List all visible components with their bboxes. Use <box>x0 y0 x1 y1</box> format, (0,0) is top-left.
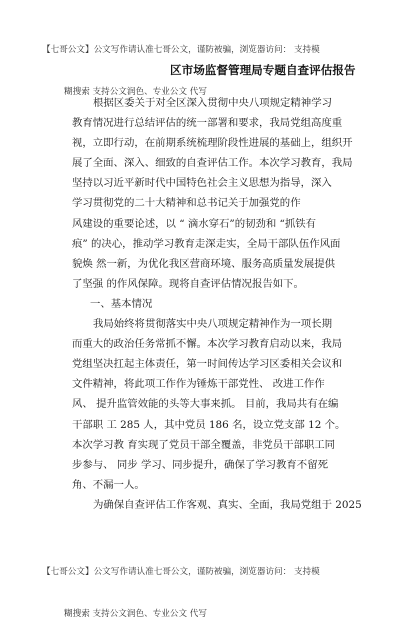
paragraph-line: 坚持以习近平新时代中国特色社会主义思想为指导，深入 <box>72 177 332 190</box>
paragraph-line: 风建设的重要论述，以 “ 滴水穿石”的韧劲和 “抓铁有 <box>72 217 317 230</box>
section-heading: 一、基本情况 <box>90 297 153 310</box>
paragraph-line: 干部职 工 285 人，其中党员 186 名，设立党支部 12 个。 <box>72 418 346 431</box>
document-body <box>72 93 362 515</box>
paragraph-line: 貌焕 然一新，为优化我区营商环境、服务高质量发展提供 <box>72 257 336 270</box>
paragraph-line: 文件精神，将此项工作作为锤炼干部党性、 改进工作作 <box>72 378 325 391</box>
paragraph-line: 视，立即行动，在前期系统梳理阶段性进展的基础上，组织开 <box>72 137 353 150</box>
paragraph-line: 步参与、 同步 学习、同步提升，确保了学习教育不留死 <box>72 458 328 471</box>
paragraph-line: 我局始终将贯彻落实中央八项规定精神作为一项长期 <box>93 318 332 331</box>
watermark-line: 【七哥公文】公文写作请认准七哥公文，谨防被骗，浏览器访问： 支持模 <box>42 45 320 55</box>
watermark-bottom <box>42 537 320 635</box>
paragraph-line: 风、 提升监管效能的头等大事来抓。 目前，我局共有在编 <box>72 398 339 411</box>
paragraph-line: 为确保自查评估工作客观、真实、全面，我局党组于 2025 <box>93 498 362 511</box>
watermark-line: 糊搜索 支持公文润色、专业公文 代写 <box>64 609 207 619</box>
paragraph-line: 学习贯彻党的二十大精神和总书记关于加强党的作 <box>72 197 301 210</box>
paragraph-line: 根据区委关于对全区深入贯彻中央八项规定精神学习 <box>93 97 332 109</box>
paragraph-line: 痕” 的决心，推动学习教育走深走实，全局干部队伍作风面 <box>72 237 341 250</box>
watermark-line: 【七哥公文】公文写作请认准七哥公文，谨防被骗，浏览器访问： 支持模 <box>42 567 320 577</box>
paragraph-line: 本次学习教 育实现了党员干部全覆盖，非党员干部职工同 <box>72 438 336 451</box>
paragraph-line: 展了全面、深入、细致的自查评估工作。本次学习教育，我局 <box>72 157 353 170</box>
watermark-line: 糊搜索 支持公文润色、专业公文 代写 <box>64 87 207 97</box>
paragraph-line: 党组坚决扛起主体责任，第一时间传达学习区委相关会议和 <box>72 358 343 371</box>
paragraph-line: 角、不漏一人。 <box>72 478 145 491</box>
paragraph-line: 而重大的政治任务常抓不懈。本次学习教育启动以来，我局 <box>72 338 343 351</box>
paragraph-line: 教育情况进行总结评估的统一部署和要求，我局党组高度重 <box>72 117 343 130</box>
paragraph-line: 了坚强 的作风保障。现将自查评估情况报告如下。 <box>72 277 304 290</box>
document-title: 区市场监督管理局专题自查评估报告 <box>170 63 356 77</box>
